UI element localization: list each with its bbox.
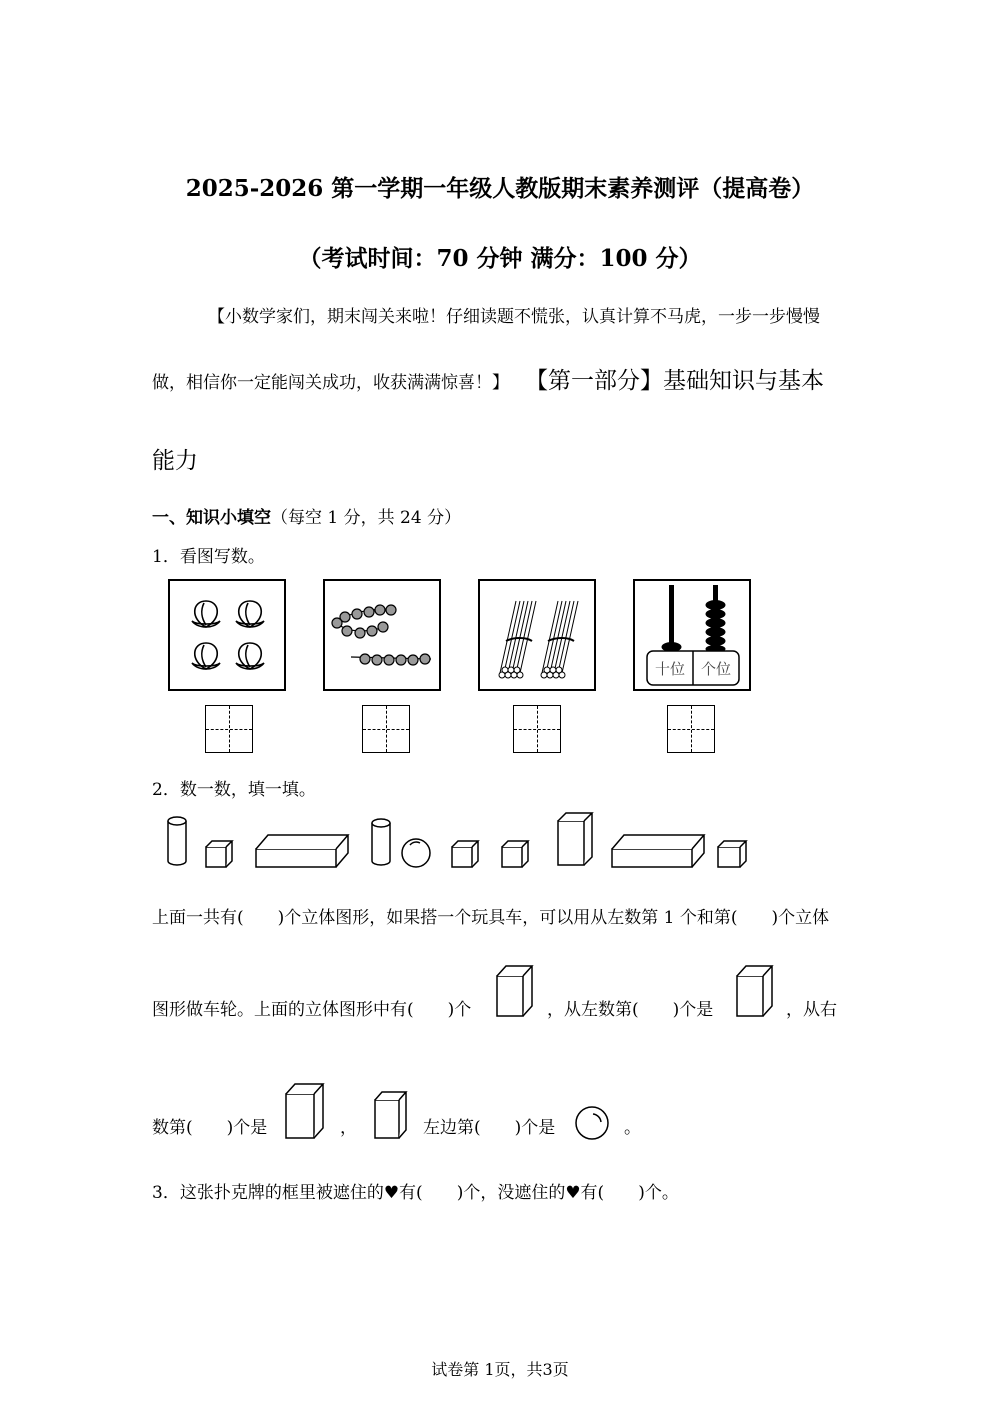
answer-box-4[interactable] [667, 705, 715, 753]
peach-icons [170, 581, 284, 689]
beads-picture [323, 579, 441, 691]
answer-box-2[interactable] [362, 705, 410, 753]
tall-cuboid-icon [558, 813, 592, 865]
solid-shapes-row [150, 805, 770, 875]
ones-label: 个位 [700, 660, 731, 678]
q2-line-3a: 数第( )个是 [152, 1118, 268, 1138]
cube-icon [206, 841, 232, 867]
tall-cuboid-icon [734, 962, 774, 1018]
cube-icon [452, 841, 478, 867]
sticks-picture [478, 579, 596, 691]
cuboid-icon [612, 835, 704, 867]
q2-line-3d: 。 [624, 1118, 641, 1138]
question-3: 3．这张扑克牌的框里被遮住的♥有( )个，没遮住的♥有( )个。 [152, 1183, 679, 1203]
q2-line-3b: ， [340, 1118, 357, 1138]
tens-label: 十位 [654, 660, 685, 678]
part-heading-cont: 能力 [152, 448, 198, 474]
abacus-picture [633, 579, 751, 691]
stick-bundle-icons [480, 581, 594, 689]
tall-cuboid-icon [494, 962, 534, 1018]
section-1-heading [152, 503, 461, 528]
section-1-label: 一、知识小填空 [152, 508, 271, 528]
cylinder-icon [372, 819, 390, 865]
tall-cuboid-icon [372, 1088, 408, 1140]
cuboid-icon [256, 835, 348, 867]
question-2: 2．数一数，填一填。 [152, 780, 316, 800]
cube-icon [718, 841, 746, 867]
q2-line-3c: 左边第( )个是 [423, 1118, 556, 1138]
peaches-picture [168, 579, 286, 691]
part-heading: 【第一部分】基础知识与基本 [525, 368, 824, 394]
q2-line-2c: ，从右 [786, 1000, 837, 1020]
cube-icon [502, 841, 528, 867]
page-subtitle: （考试时间：70 分钟 满分：100 分） [298, 245, 702, 272]
intro-line-2: 做，相信你一定能闯关成功，收获满满惊喜！】 [152, 373, 509, 393]
page-footer: 试卷第 1页，共3页 [431, 1360, 569, 1379]
section-1-note: （每空 1 分，共 24 分） [271, 508, 462, 528]
tall-cuboid-icon [283, 1080, 325, 1140]
q2-line-2b: ，从左数第( )个是 [547, 1000, 714, 1020]
page-title: 2025-2026 第一学期一年级人教版期末素养测评（提高卷） [185, 175, 815, 202]
sphere-icon [402, 839, 430, 867]
answer-box-3[interactable] [513, 705, 561, 753]
cylinder-icon [168, 817, 186, 865]
sphere-icon [573, 1104, 613, 1144]
answer-box-1[interactable] [205, 705, 253, 753]
q2-line-1: 上面一共有( )个立体图形，如果搭一个玩具车，可以用从左数第 1 个和第( )个立体 [152, 908, 830, 928]
bead-icons [325, 581, 439, 689]
intro-line-1: 【小数学家们，期末闯关来啦！仔细读题不慌张，认真计算不马虎，一步一步慢慢 [208, 307, 820, 327]
q2-line-2a: 图形做车轮。上面的立体图形中有( )个 [152, 1000, 472, 1020]
question-1: 1．看图写数。 [152, 547, 265, 567]
